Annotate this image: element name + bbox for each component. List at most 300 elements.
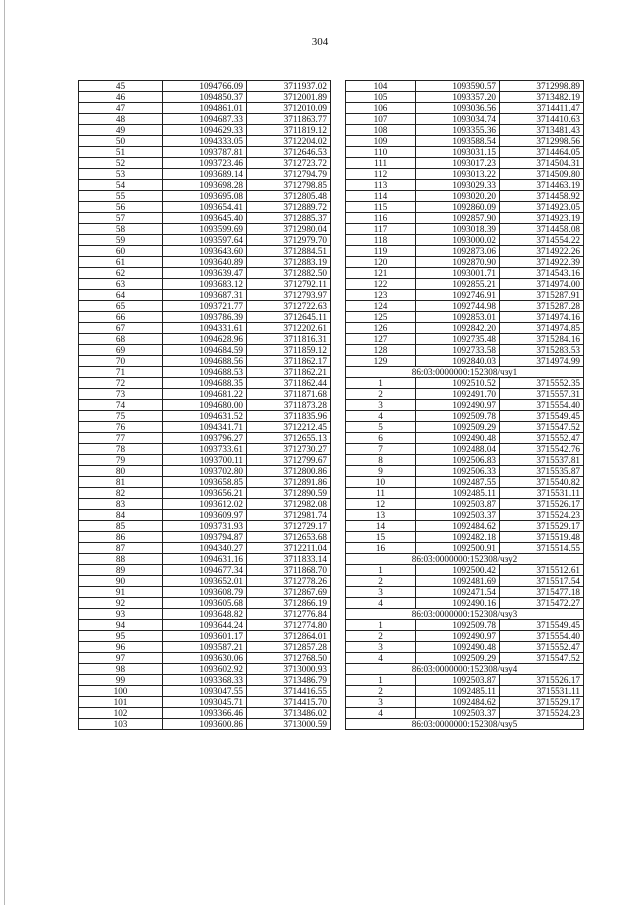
table-row bbox=[346, 290, 584, 301]
point-number: 4 bbox=[346, 653, 416, 664]
point-number: 116 bbox=[346, 213, 416, 224]
cadastral-section-label: 86:03:0000000:152308/чзу5 bbox=[346, 719, 584, 730]
point-number: 1 bbox=[346, 565, 416, 576]
table-row bbox=[346, 389, 584, 400]
y-coordinate: 3715526.17 bbox=[500, 675, 584, 686]
point-number: 3 bbox=[346, 697, 416, 708]
table-row bbox=[346, 697, 584, 708]
point-number: 128 bbox=[346, 345, 416, 356]
table-row bbox=[79, 686, 331, 697]
point-number: 51 bbox=[79, 147, 163, 158]
table-row bbox=[79, 158, 331, 169]
y-coordinate: 3711937.02 bbox=[247, 81, 331, 92]
y-coordinate: 3715540.82 bbox=[500, 477, 584, 488]
table-row bbox=[346, 334, 584, 345]
point-number: 92 bbox=[79, 598, 163, 609]
point-number: 125 bbox=[346, 312, 416, 323]
x-coordinate: 1093645.40 bbox=[163, 213, 247, 224]
table-row bbox=[79, 224, 331, 235]
point-number: 4 bbox=[346, 708, 416, 719]
section-header-row bbox=[346, 609, 584, 620]
y-coordinate: 3712800.86 bbox=[247, 466, 331, 477]
y-coordinate: 3712882.50 bbox=[247, 268, 331, 279]
y-coordinate: 3712729.17 bbox=[247, 521, 331, 532]
table-row bbox=[79, 455, 331, 466]
table-row bbox=[79, 268, 331, 279]
y-coordinate: 3712889.72 bbox=[247, 202, 331, 213]
table-row bbox=[79, 246, 331, 257]
x-coordinate: 1092870.90 bbox=[416, 257, 500, 268]
table-row bbox=[346, 345, 584, 356]
y-coordinate: 3714464.05 bbox=[500, 147, 584, 158]
table-row bbox=[79, 477, 331, 488]
y-coordinate: 3715526.17 bbox=[500, 499, 584, 510]
point-number: 46 bbox=[79, 92, 163, 103]
table-row bbox=[79, 466, 331, 477]
point-number: 109 bbox=[346, 136, 416, 147]
table-row bbox=[79, 367, 331, 378]
x-coordinate: 1092503.37 bbox=[416, 708, 500, 719]
x-coordinate: 1093017.23 bbox=[416, 158, 500, 169]
y-coordinate: 3715557.31 bbox=[500, 389, 584, 400]
y-coordinate: 3712857.28 bbox=[247, 642, 331, 653]
point-number: 81 bbox=[79, 477, 163, 488]
table-row bbox=[346, 532, 584, 543]
table-row bbox=[346, 180, 584, 191]
x-coordinate: 1093599.69 bbox=[163, 224, 247, 235]
y-coordinate: 3712982.08 bbox=[247, 499, 331, 510]
y-coordinate: 3712768.50 bbox=[247, 653, 331, 664]
x-coordinate: 1094688.53 bbox=[163, 367, 247, 378]
x-coordinate: 1093029.33 bbox=[416, 180, 500, 191]
point-number: 70 bbox=[79, 356, 163, 367]
y-coordinate: 3712980.04 bbox=[247, 224, 331, 235]
y-coordinate: 3715524.23 bbox=[500, 708, 584, 719]
table-row bbox=[79, 620, 331, 631]
section-header-row bbox=[346, 719, 584, 730]
point-number: 7 bbox=[346, 444, 416, 455]
point-number: 49 bbox=[79, 125, 163, 136]
section-header-row bbox=[346, 367, 584, 378]
table-row bbox=[346, 378, 584, 389]
x-coordinate: 1092873.06 bbox=[416, 246, 500, 257]
point-number: 80 bbox=[79, 466, 163, 477]
point-number: 67 bbox=[79, 323, 163, 334]
x-coordinate: 1093796.27 bbox=[163, 433, 247, 444]
point-number: 76 bbox=[79, 422, 163, 433]
y-coordinate: 3714410.63 bbox=[500, 114, 584, 125]
y-coordinate: 3715549.45 bbox=[500, 411, 584, 422]
table-row bbox=[346, 235, 584, 246]
y-coordinate: 3711819.12 bbox=[247, 125, 331, 136]
table-row bbox=[79, 400, 331, 411]
point-number: 15 bbox=[346, 532, 416, 543]
table-row bbox=[346, 620, 584, 631]
y-coordinate: 3713481.43 bbox=[500, 125, 584, 136]
table-row bbox=[79, 444, 331, 455]
y-coordinate: 3714923.19 bbox=[500, 213, 584, 224]
y-coordinate: 3714509.80 bbox=[500, 169, 584, 180]
y-coordinate: 3712864.01 bbox=[247, 631, 331, 642]
point-number: 112 bbox=[346, 169, 416, 180]
x-coordinate: 1092471.54 bbox=[416, 587, 500, 598]
x-coordinate: 1093018.39 bbox=[416, 224, 500, 235]
table-row bbox=[79, 334, 331, 345]
point-number: 121 bbox=[346, 268, 416, 279]
y-coordinate: 3712981.74 bbox=[247, 510, 331, 521]
y-coordinate: 3712202.61 bbox=[247, 323, 331, 334]
table-row bbox=[79, 653, 331, 664]
y-coordinate: 3712794.79 bbox=[247, 169, 331, 180]
y-coordinate: 3714974.85 bbox=[500, 323, 584, 334]
y-coordinate: 3714458.92 bbox=[500, 191, 584, 202]
point-number: 114 bbox=[346, 191, 416, 202]
table-row bbox=[79, 114, 331, 125]
point-number: 127 bbox=[346, 334, 416, 345]
point-number: 107 bbox=[346, 114, 416, 125]
table-row bbox=[346, 422, 584, 433]
y-coordinate: 3715472.27 bbox=[500, 598, 584, 609]
y-coordinate: 3712776.84 bbox=[247, 609, 331, 620]
x-coordinate: 1092840.03 bbox=[416, 356, 500, 367]
point-number: 75 bbox=[79, 411, 163, 422]
y-coordinate: 3715284.16 bbox=[500, 334, 584, 345]
point-number: 101 bbox=[79, 697, 163, 708]
table-row bbox=[79, 301, 331, 312]
table-row bbox=[79, 719, 331, 730]
y-coordinate: 3712884.51 bbox=[247, 246, 331, 257]
y-coordinate: 3712722.63 bbox=[247, 301, 331, 312]
table-row bbox=[346, 202, 584, 213]
table-row bbox=[79, 422, 331, 433]
table-row bbox=[346, 136, 584, 147]
table-row bbox=[79, 488, 331, 499]
x-coordinate: 1092485.11 bbox=[416, 488, 500, 499]
table-row bbox=[79, 543, 331, 554]
y-coordinate: 3715529.17 bbox=[500, 697, 584, 708]
table-row bbox=[79, 213, 331, 224]
table-row bbox=[79, 312, 331, 323]
table-row bbox=[346, 444, 584, 455]
point-number: 8 bbox=[346, 455, 416, 466]
y-coordinate: 3714458.08 bbox=[500, 224, 584, 235]
y-coordinate: 3715547.52 bbox=[500, 422, 584, 433]
y-coordinate: 3715519.48 bbox=[500, 532, 584, 543]
x-coordinate: 1092503.37 bbox=[416, 510, 500, 521]
x-coordinate: 1093695.08 bbox=[163, 191, 247, 202]
x-coordinate: 1093787.81 bbox=[163, 147, 247, 158]
point-number: 118 bbox=[346, 235, 416, 246]
y-coordinate: 3714411.47 bbox=[500, 103, 584, 114]
point-number: 11 bbox=[346, 488, 416, 499]
y-coordinate: 3714415.70 bbox=[247, 697, 331, 708]
table-row bbox=[79, 433, 331, 444]
x-coordinate: 1093605.68 bbox=[163, 598, 247, 609]
y-coordinate: 3713000.59 bbox=[247, 719, 331, 730]
table-row bbox=[79, 136, 331, 147]
table-row bbox=[346, 257, 584, 268]
point-number: 124 bbox=[346, 301, 416, 312]
table-row bbox=[346, 510, 584, 521]
point-number: 50 bbox=[79, 136, 163, 147]
y-coordinate: 3715287.28 bbox=[500, 301, 584, 312]
y-coordinate: 3712723.72 bbox=[247, 158, 331, 169]
x-coordinate: 1093587.21 bbox=[163, 642, 247, 653]
point-number: 96 bbox=[79, 642, 163, 653]
table-row bbox=[79, 521, 331, 532]
y-coordinate: 3713486.02 bbox=[247, 708, 331, 719]
y-coordinate: 3712798.85 bbox=[247, 180, 331, 191]
y-coordinate: 3714974.16 bbox=[500, 312, 584, 323]
point-number: 3 bbox=[346, 400, 416, 411]
table-row bbox=[79, 103, 331, 114]
y-coordinate: 3712212.45 bbox=[247, 422, 331, 433]
table-row bbox=[79, 609, 331, 620]
x-coordinate: 1094850.37 bbox=[163, 92, 247, 103]
point-number: 94 bbox=[79, 620, 163, 631]
point-number: 103 bbox=[79, 719, 163, 730]
x-coordinate: 1093366.46 bbox=[163, 708, 247, 719]
x-coordinate: 1093602.92 bbox=[163, 664, 247, 675]
table-row bbox=[346, 125, 584, 136]
y-coordinate: 3712204.02 bbox=[247, 136, 331, 147]
x-coordinate: 1093597.64 bbox=[163, 235, 247, 246]
x-coordinate: 1094688.35 bbox=[163, 378, 247, 389]
point-number: 126 bbox=[346, 323, 416, 334]
point-number: 108 bbox=[346, 125, 416, 136]
y-coordinate: 3715517.54 bbox=[500, 576, 584, 587]
table-row bbox=[79, 290, 331, 301]
point-number: 79 bbox=[79, 455, 163, 466]
x-coordinate: 1093020.20 bbox=[416, 191, 500, 202]
x-coordinate: 1092733.58 bbox=[416, 345, 500, 356]
point-number: 91 bbox=[79, 587, 163, 598]
table-row bbox=[79, 389, 331, 400]
x-coordinate: 1092857.90 bbox=[416, 213, 500, 224]
point-number: 2 bbox=[346, 389, 416, 400]
x-coordinate: 1093639.47 bbox=[163, 268, 247, 279]
table-row bbox=[346, 521, 584, 532]
page-number: 304 bbox=[311, 36, 329, 48]
point-number: 93 bbox=[79, 609, 163, 620]
point-number: 115 bbox=[346, 202, 416, 213]
point-number: 59 bbox=[79, 235, 163, 246]
y-coordinate: 3715552.35 bbox=[500, 378, 584, 389]
point-number: 111 bbox=[346, 158, 416, 169]
point-number: 52 bbox=[79, 158, 163, 169]
x-coordinate: 1093630.06 bbox=[163, 653, 247, 664]
point-number: 57 bbox=[79, 213, 163, 224]
x-coordinate: 1094631.52 bbox=[163, 411, 247, 422]
point-number: 45 bbox=[79, 81, 163, 92]
point-number: 95 bbox=[79, 631, 163, 642]
table-row bbox=[79, 356, 331, 367]
x-coordinate: 1093643.60 bbox=[163, 246, 247, 257]
x-coordinate: 1093644.24 bbox=[163, 620, 247, 631]
point-number: 104 bbox=[346, 81, 416, 92]
y-coordinate: 3714922.26 bbox=[500, 246, 584, 257]
y-coordinate: 3712010.09 bbox=[247, 103, 331, 114]
table-row bbox=[79, 345, 331, 356]
y-coordinate: 3715477.18 bbox=[500, 587, 584, 598]
x-coordinate: 1092746.91 bbox=[416, 290, 500, 301]
table-row bbox=[346, 587, 584, 598]
x-coordinate: 1092503.87 bbox=[416, 675, 500, 686]
x-coordinate: 1093794.87 bbox=[163, 532, 247, 543]
y-coordinate: 3711871.68 bbox=[247, 389, 331, 400]
point-number: 83 bbox=[79, 499, 163, 510]
x-coordinate: 1092735.48 bbox=[416, 334, 500, 345]
x-coordinate: 1092500.91 bbox=[416, 543, 500, 554]
x-coordinate: 1094680.00 bbox=[163, 400, 247, 411]
cadastral-section-label: 86:03:0000000:152308/чзу1 bbox=[346, 367, 584, 378]
table-row bbox=[346, 499, 584, 510]
table-row bbox=[346, 466, 584, 477]
point-number: 89 bbox=[79, 565, 163, 576]
coordinates-table-right-body bbox=[346, 81, 584, 730]
scan-edge-line bbox=[4, 0, 5, 905]
point-number: 100 bbox=[79, 686, 163, 697]
point-number: 73 bbox=[79, 389, 163, 400]
point-number: 16 bbox=[346, 543, 416, 554]
point-number: 74 bbox=[79, 400, 163, 411]
x-coordinate: 1094684.59 bbox=[163, 345, 247, 356]
x-coordinate: 1093609.97 bbox=[163, 510, 247, 521]
table-row bbox=[346, 268, 584, 279]
y-coordinate: 3715549.45 bbox=[500, 620, 584, 631]
table-row bbox=[346, 279, 584, 290]
y-coordinate: 3711862.21 bbox=[247, 367, 331, 378]
table-row bbox=[346, 103, 584, 114]
point-number: 60 bbox=[79, 246, 163, 257]
table-row bbox=[79, 92, 331, 103]
point-number: 77 bbox=[79, 433, 163, 444]
x-coordinate: 1094631.16 bbox=[163, 554, 247, 565]
table-row bbox=[79, 510, 331, 521]
table-row bbox=[346, 323, 584, 334]
y-coordinate: 3711862.17 bbox=[247, 356, 331, 367]
y-coordinate: 3713000.93 bbox=[247, 664, 331, 675]
x-coordinate: 1092490.97 bbox=[416, 400, 500, 411]
x-coordinate: 1092484.62 bbox=[416, 697, 500, 708]
point-number: 72 bbox=[79, 378, 163, 389]
x-coordinate: 1092744.98 bbox=[416, 301, 500, 312]
point-number: 71 bbox=[79, 367, 163, 378]
y-coordinate: 3711835.96 bbox=[247, 411, 331, 422]
x-coordinate: 1093700.11 bbox=[163, 455, 247, 466]
table-row bbox=[346, 631, 584, 642]
x-coordinate: 1092509.78 bbox=[416, 411, 500, 422]
table-row bbox=[79, 279, 331, 290]
x-coordinate: 1093355.36 bbox=[416, 125, 500, 136]
y-coordinate: 3714416.55 bbox=[247, 686, 331, 697]
x-coordinate: 1093683.12 bbox=[163, 279, 247, 290]
table-row bbox=[79, 499, 331, 510]
table-row bbox=[79, 642, 331, 653]
x-coordinate: 1093047.55 bbox=[163, 686, 247, 697]
x-coordinate: 1093640.89 bbox=[163, 257, 247, 268]
point-number: 86 bbox=[79, 532, 163, 543]
y-coordinate: 3711816.31 bbox=[247, 334, 331, 345]
point-number: 62 bbox=[79, 268, 163, 279]
x-coordinate: 1093036.56 bbox=[416, 103, 500, 114]
x-coordinate: 1092509.29 bbox=[416, 422, 500, 433]
y-coordinate: 3712883.19 bbox=[247, 257, 331, 268]
y-coordinate: 3712866.19 bbox=[247, 598, 331, 609]
y-coordinate: 3715535.87 bbox=[500, 466, 584, 477]
x-coordinate: 1093702.80 bbox=[163, 466, 247, 477]
x-coordinate: 1094340.27 bbox=[163, 543, 247, 554]
table-row bbox=[79, 708, 331, 719]
table-row bbox=[79, 697, 331, 708]
y-coordinate: 3713482.19 bbox=[500, 92, 584, 103]
x-coordinate: 1092488.04 bbox=[416, 444, 500, 455]
table-row bbox=[346, 653, 584, 664]
x-coordinate: 1092481.69 bbox=[416, 576, 500, 587]
x-coordinate: 1092490.97 bbox=[416, 631, 500, 642]
x-coordinate: 1093045.71 bbox=[163, 697, 247, 708]
table-row bbox=[79, 411, 331, 422]
cadastral-section-label: 86:03:0000000:152308/чзу2 bbox=[346, 554, 584, 565]
x-coordinate: 1092490.16 bbox=[416, 598, 500, 609]
section-header-row bbox=[346, 664, 584, 675]
point-number: 69 bbox=[79, 345, 163, 356]
table-row bbox=[79, 125, 331, 136]
x-coordinate: 1092506.83 bbox=[416, 455, 500, 466]
y-coordinate: 3714554.22 bbox=[500, 235, 584, 246]
y-coordinate: 3712998.56 bbox=[500, 136, 584, 147]
x-coordinate: 1093786.39 bbox=[163, 312, 247, 323]
x-coordinate: 1093000.02 bbox=[416, 235, 500, 246]
table-row bbox=[346, 675, 584, 686]
table-row bbox=[346, 477, 584, 488]
table-row bbox=[346, 301, 584, 312]
y-coordinate: 3712645.11 bbox=[247, 312, 331, 323]
x-coordinate: 1094628.96 bbox=[163, 334, 247, 345]
y-coordinate: 3715542.76 bbox=[500, 444, 584, 455]
point-number: 55 bbox=[79, 191, 163, 202]
y-coordinate: 3714923.05 bbox=[500, 202, 584, 213]
table-row bbox=[346, 642, 584, 653]
point-number: 85 bbox=[79, 521, 163, 532]
y-coordinate: 3715531.11 bbox=[500, 488, 584, 499]
table-row bbox=[79, 323, 331, 334]
x-coordinate: 1094687.33 bbox=[163, 114, 247, 125]
y-coordinate: 3715514.55 bbox=[500, 543, 584, 554]
table-row bbox=[346, 213, 584, 224]
point-number: 63 bbox=[79, 279, 163, 290]
table-row bbox=[346, 92, 584, 103]
y-coordinate: 3714543.16 bbox=[500, 268, 584, 279]
point-number: 102 bbox=[79, 708, 163, 719]
table-row bbox=[79, 169, 331, 180]
point-number: 110 bbox=[346, 147, 416, 158]
table-row bbox=[79, 598, 331, 609]
table-row bbox=[346, 191, 584, 202]
point-number: 84 bbox=[79, 510, 163, 521]
point-number: 1 bbox=[346, 675, 416, 686]
y-coordinate: 3712646.53 bbox=[247, 147, 331, 158]
point-number: 64 bbox=[79, 290, 163, 301]
point-number: 97 bbox=[79, 653, 163, 664]
point-number: 54 bbox=[79, 180, 163, 191]
x-coordinate: 1093034.74 bbox=[416, 114, 500, 125]
y-coordinate: 3714974.99 bbox=[500, 356, 584, 367]
point-number: 98 bbox=[79, 664, 163, 675]
point-number: 61 bbox=[79, 257, 163, 268]
point-number: 90 bbox=[79, 576, 163, 587]
y-coordinate: 3714504.31 bbox=[500, 158, 584, 169]
